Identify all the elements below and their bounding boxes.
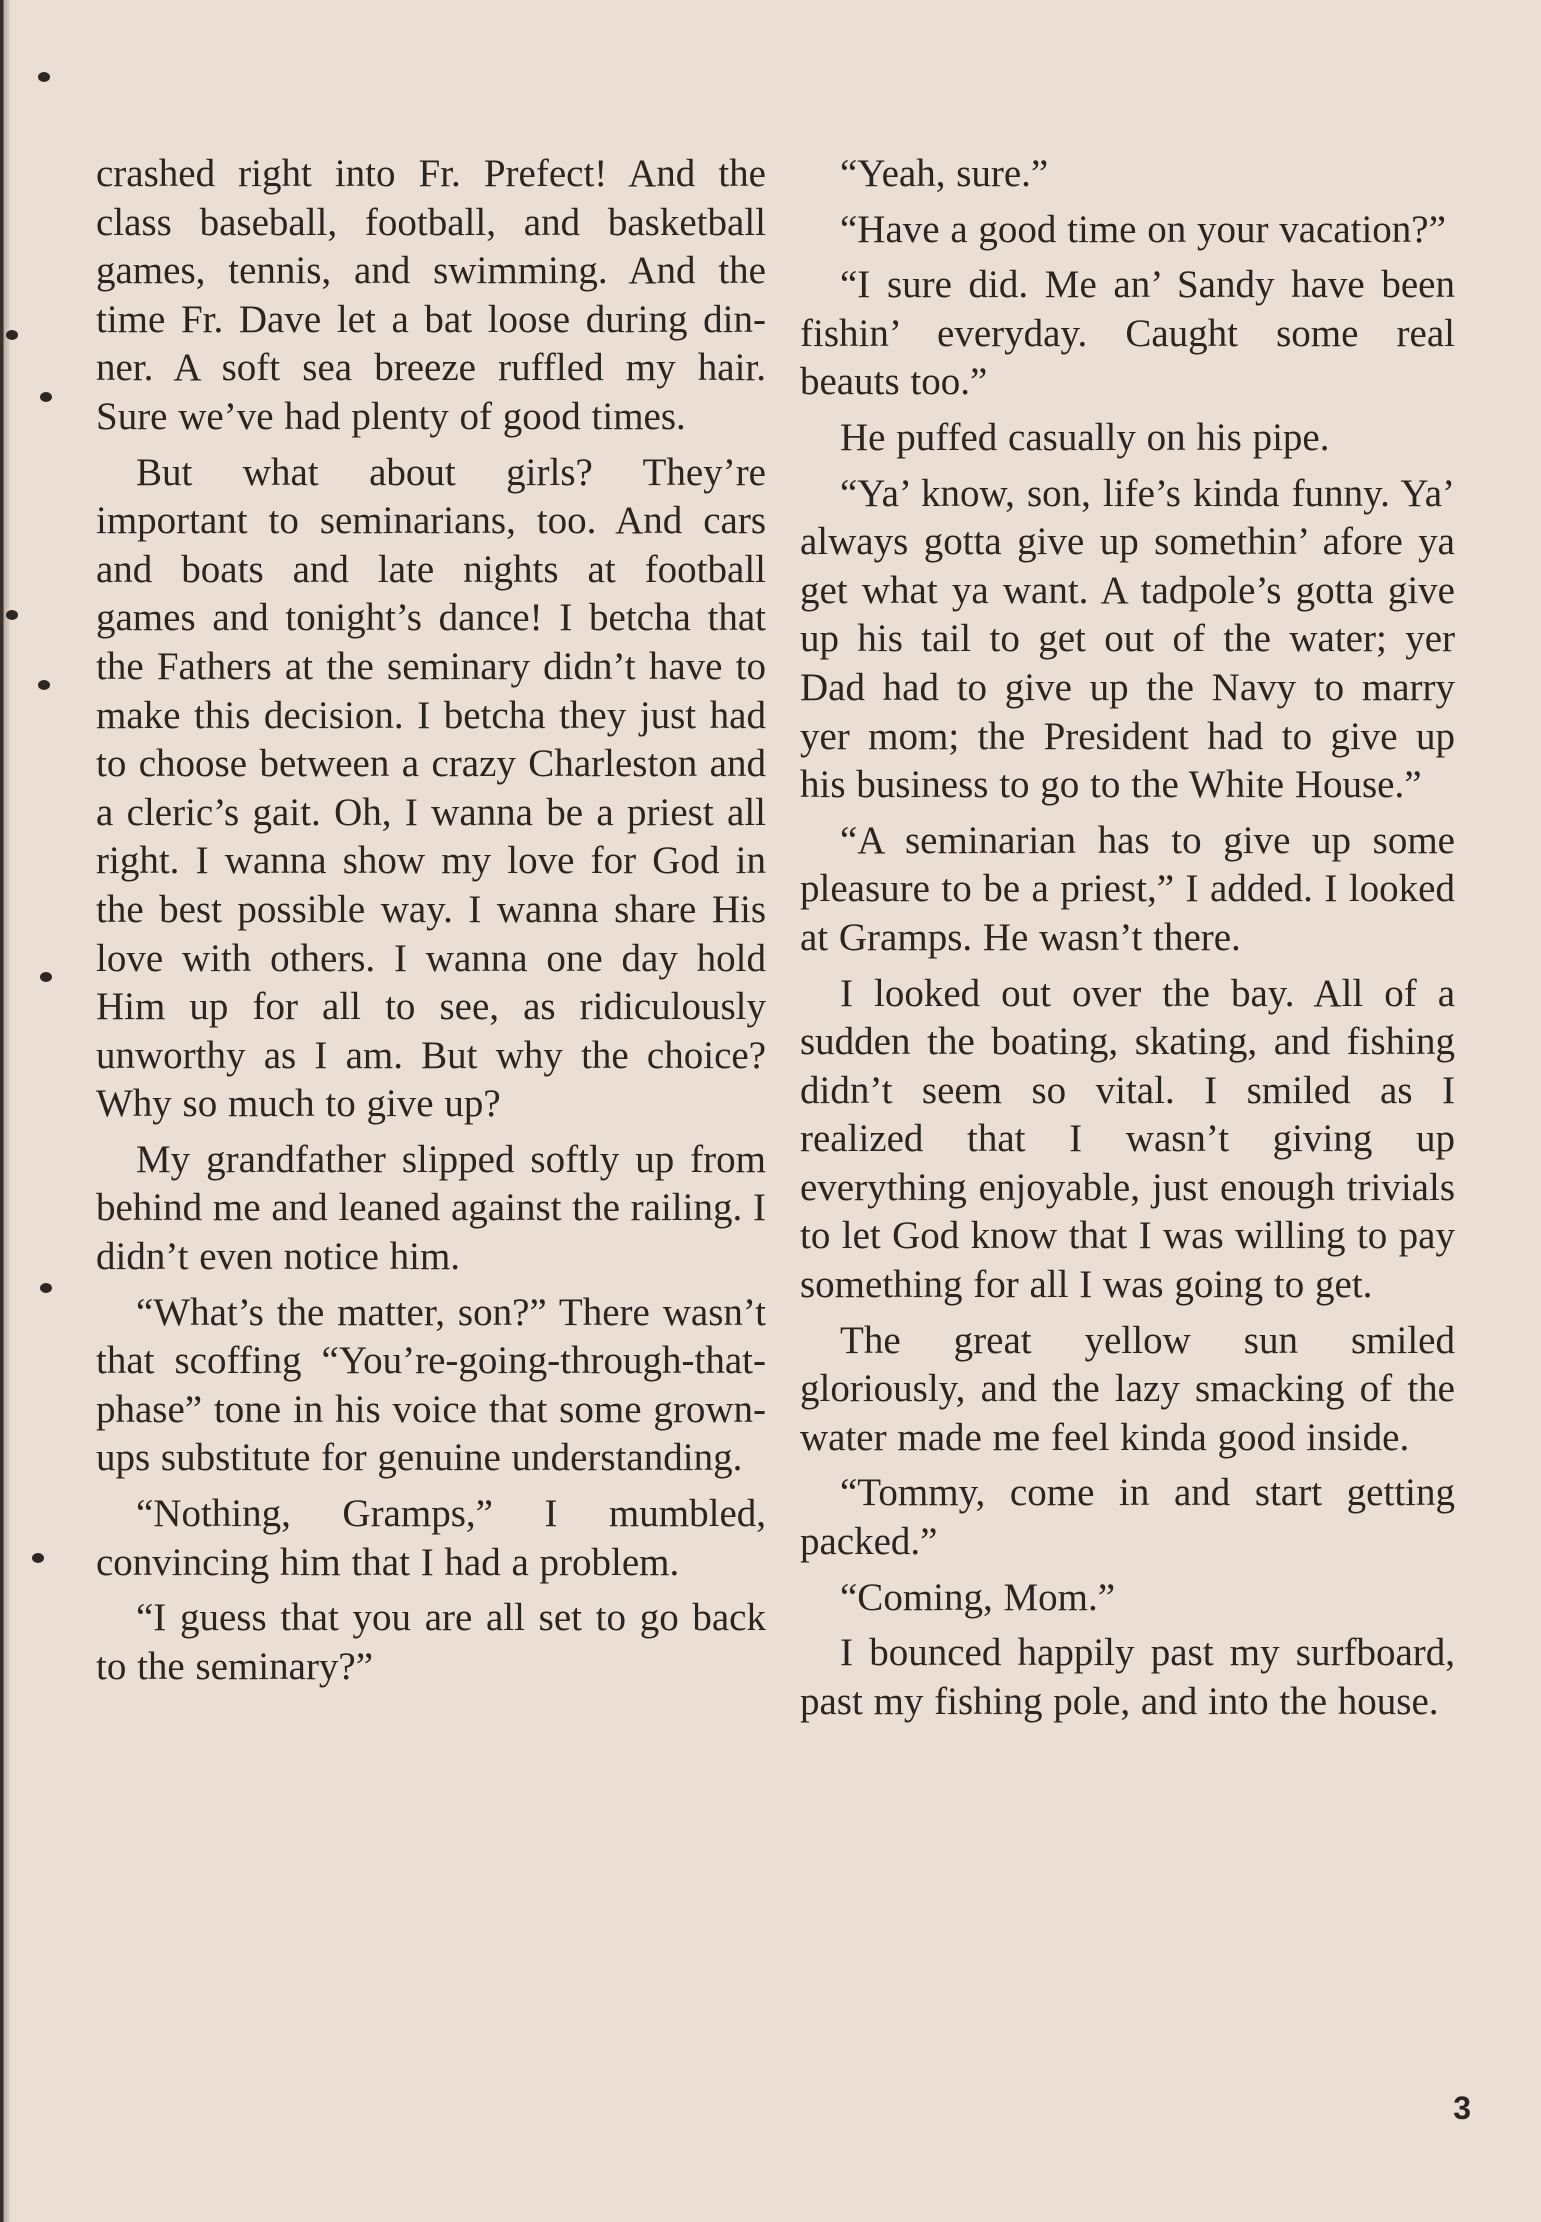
paragraph: I bounced happily past my surfboard, past my fishing pole, and into the house. — [800, 1631, 1455, 1723]
binding-hole — [38, 72, 50, 82]
paragraph: I looked out over the bay. All of a sudden the boating, skating, and fishing didn’t seem so vital. I smiled as I realized that I wasn’t giving up everything enjoyable, just enough trivials to let God know that I was willing to pay something for all I was going to get. — [800, 971, 1455, 1307]
binding-hole — [32, 1553, 44, 1563]
paragraph: crashed right into Fr. Prefect! And the class baseball, football, and basketball games, tennis, and swimming. And the time Fr. Dave let a bat loose during dinner. A soft sea breeze ruffled my hair. Sure we’ve had plenty of good times. — [96, 152, 766, 438]
paragraph: “I guess that you are all set to go back to the seminary?” — [96, 1596, 766, 1688]
binding-hole — [6, 330, 18, 340]
paragraph: “Ya’ know, son, life’s kinda funny. Ya’ always gotta give up somethin’ afore ya get what ya want. A tadpole’s gotta give up his tail to get out of the water; yer Dad had to give up the Navy to marry yer mom; the President had to give up his business to go to the White House.” — [800, 471, 1455, 807]
paragraph: “Coming, Mom.” — [840, 1575, 1116, 1619]
right-text-column — [800, 150, 1455, 1733]
paragraph: “A seminarian has to give up some pleasure to be a priest,” I added. I looked at Gramps. He wasn’t there. — [800, 818, 1455, 959]
left-text-column — [96, 150, 766, 1698]
paragraph: “Nothing, Gramps,” I mumbled, convincing him that I had a problem. — [96, 1492, 766, 1584]
paragraph: The great yellow sun smiled gloriously, and the lazy smacking of the water made me feel kinda good inside. — [800, 1318, 1455, 1459]
binding-hole — [40, 1283, 52, 1293]
paragraph: “Yeah, sure.” — [840, 152, 1049, 195]
page-number: 3 — [1453, 2090, 1471, 2126]
paragraph: But what about girls? They’re important to seminarians, too. And cars and boats and late nights at football games and tonight’s dance! I betcha that the Fathers at the seminary didn’t have to make this decision. I betcha they just had to choose between a crazy Charleston and a cleric’s gait. Oh, I wanna be a priest all right. I wanna show my love for God in the best possible way. I wanna share His love with others. I wanna one day hold Him up for all to see, as ridiculously unworthy as I am. But why the choice? Why so much to give up? — [96, 450, 766, 1126]
binding-hole — [40, 972, 52, 982]
binding-hole — [6, 610, 18, 620]
binding-hole — [40, 392, 52, 402]
paragraph: “What’s the matter, son?” There wasn’t that scoffing “You’re-going-through-that-phase” tone in his voice that some grown-ups substitute for genuine understanding. — [96, 1290, 766, 1480]
paragraph: “Have a good time on your vacation?” — [840, 207, 1446, 251]
paragraph: My grandfather slipped softly up from behind me and leaned against the railing. I didn’t even notice him. — [96, 1137, 766, 1279]
paragraph: “Tommy, come in and start getting packed.” — [800, 1471, 1455, 1564]
paragraph: “I sure did. Me an’ Sandy have been fishin’ everyday. Caught some real beauts too.” — [800, 263, 1455, 404]
paragraph: He puffed casually on his pipe. — [840, 415, 1330, 459]
binding-hole — [38, 680, 50, 690]
